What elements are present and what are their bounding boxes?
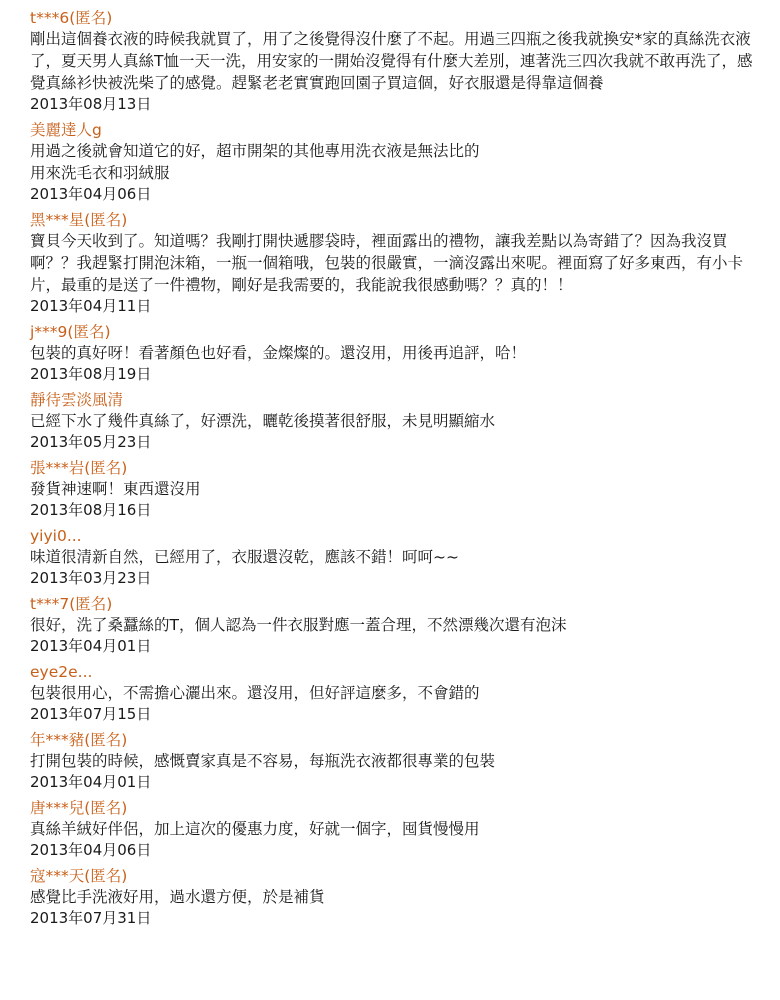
review-item — [30, 210, 760, 316]
review-item — [30, 526, 760, 588]
reviewer-name[interactable]: yiyi0... — [30, 527, 82, 545]
review-text: 已經下水了幾件真絲了，好漂洗，曬乾後摸著很舒服，未見明顯縮水 — [30, 412, 496, 430]
review-date: 2013年08月19日 — [30, 365, 152, 383]
review-item — [30, 730, 760, 792]
reviewer-name[interactable]: eye2e... — [30, 663, 93, 681]
review-item — [30, 8, 760, 114]
review-date: 2013年03月23日 — [30, 569, 152, 587]
review-item — [30, 390, 760, 452]
reviewer-name[interactable]: 美麗達人g — [30, 121, 102, 139]
review-date: 2013年04月01日 — [30, 637, 152, 655]
review-item — [30, 798, 760, 860]
review-text: 包裝的真好呀！看著顏色也好看，金燦燦的。還沒用，用後再追評，哈！ — [30, 344, 527, 362]
review-item — [30, 662, 760, 724]
reviewer-name[interactable]: 靜待雲淡風清 — [30, 391, 124, 409]
review-date: 2013年07月15日 — [30, 705, 152, 723]
review-date: 2013年08月16日 — [30, 501, 152, 519]
review-date: 2013年04月01日 — [30, 773, 152, 791]
reviewer-name[interactable]: 張***岩(匿名) — [30, 459, 128, 477]
review-text: 寶貝今天收到了。知道嗎？我剛打開快遞膠袋時，裡面露出的禮物，讓我差點以為寄錯了？因為我沒買啊？？我趕緊打開泡沫箱，一瓶一個箱哦，包裝的很嚴實，一滴沒露出來呢。裡面寫了好多東西，有小卡片，最重的是送了一件禮物，剛好是我需要的，我能說我很感動嗎？？真的！！ — [30, 232, 744, 294]
reviewer-name[interactable]: 唐***兒(匿名) — [30, 799, 128, 817]
review-date: 2013年04月06日 — [30, 841, 152, 859]
review-item — [30, 458, 760, 520]
reviewer-name[interactable]: t***7(匿名) — [30, 595, 113, 613]
review-item — [30, 120, 760, 204]
review-text: 發貨神速啊！東西還沒用 — [30, 480, 201, 498]
reviewer-name[interactable]: 年***豬(匿名) — [30, 731, 128, 749]
reviewer-name[interactable]: 寇***天(匿名) — [30, 867, 128, 885]
review-text: 真絲羊絨好伴侶，加上這次的優惠力度，好就一個字，囤貨慢慢用 — [30, 820, 480, 838]
review-text: 很好，洗了桑蠶絲的T，個人認為一件衣服對應一蓋合理，不然漂幾次還有泡沫 — [30, 616, 567, 634]
reviewer-name[interactable]: j***9(匿名) — [30, 323, 111, 341]
review-item — [30, 594, 760, 656]
review-date: 2013年07月31日 — [30, 909, 152, 927]
review-item — [30, 866, 760, 928]
reviewer-name[interactable]: 黑***星(匿名) — [30, 211, 128, 229]
review-date: 2013年04月06日 — [30, 185, 152, 203]
review-item — [30, 322, 760, 384]
review-text: 感覺比手洗液好用，過水還方便，於是補貨 — [30, 888, 325, 906]
review-text: 包裝很用心，不需擔心灑出來。還沒用，但好評這麼多，不會錯的 — [30, 684, 480, 702]
review-date: 2013年05月23日 — [30, 433, 152, 451]
review-text: 打開包裝的時候，感慨賣家真是不容易，每瓶洗衣液都很專業的包裝 — [30, 752, 496, 770]
review-date: 2013年08月13日 — [30, 95, 152, 113]
review-text: 用過之後就會知道它的好，超市開架的其他專用洗衣液是無法比的 用來洗毛衣和羽絨服 — [30, 142, 480, 182]
reviewer-name[interactable]: t***6(匿名) — [30, 9, 113, 27]
review-date: 2013年04月11日 — [30, 297, 152, 315]
review-list — [30, 8, 760, 934]
review-text: 味道很清新自然，已經用了，衣服還沒乾，應該不錯！呵呵~~ — [30, 548, 459, 566]
review-text: 剛出這個養衣液的時候我就買了，用了之後覺得沒什麼了不起。用過三四瓶之後我就換安*家的真絲洗衣液了，夏天男人真絲T恤一天一洗，用安家的一開始沒覺得有什麼大差別，連著洗三四次我就不敢再洗了，感覺真絲衫快被洗柴了的感覺。趕緊老老實實跑回園子買這個，好衣服還是得靠這個養 — [30, 30, 753, 92]
